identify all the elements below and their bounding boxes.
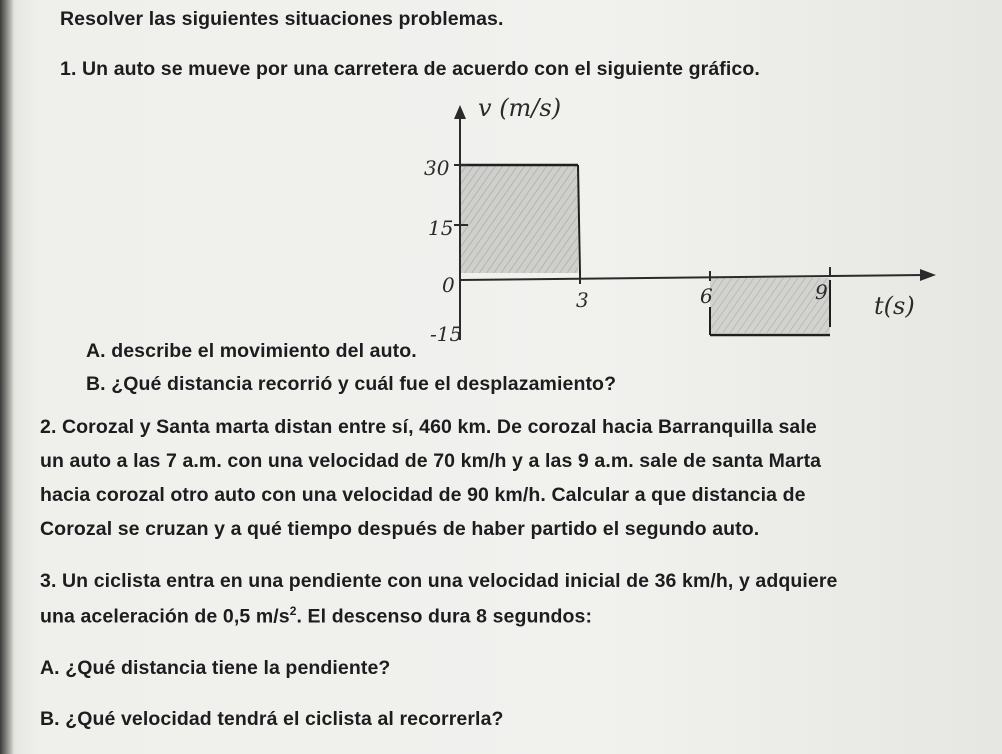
y-tick-label-30: 30 [424, 156, 450, 180]
problem-2-line-1: 2. Corozal y Santa marta distan entre sí, 460 km. De corozal hacia Barranquilla sale [40, 416, 817, 438]
x-axis [460, 275, 925, 280]
problem-3-exponent: 2 [289, 604, 297, 618]
problem-1-question-a: A. describe el movimiento del auto. [86, 340, 417, 362]
problem-1-statement: 1. Un auto se mueve por una carretera de acuerdo con el siguiente gráfico. [60, 58, 760, 80]
x-tick-label-9: 9 [815, 280, 828, 304]
problem-3-question-a: A. ¿Qué distancia tiene la pendiente? [40, 657, 391, 679]
x-tick-label-6: 6 [700, 284, 713, 308]
y-tick-label-0: 0 [442, 273, 455, 297]
problem-1-question-b: B. ¿Qué distancia recorrió y cuál fue el desplazamiento? [86, 373, 617, 395]
y-tick-label-minus15: -15 [430, 322, 463, 346]
y-tick-label-15: 15 [428, 216, 454, 240]
problem-3-line-2 [40, 604, 592, 629]
problem-2-line-2: un auto a las 7 a.m. con una velocidad de 70 km/h y a las 9 a.m. sale de santa Marta [40, 450, 822, 472]
problem-3-question-b: B. ¿Qué velocidad tendrá el ciclista al recorrerla? [40, 708, 504, 730]
x-axis-arrow [920, 269, 936, 281]
problem-3-line-2-suffix: . El descenso dura 8 segundos: [296, 605, 593, 628]
y-axis-arrow [454, 105, 466, 119]
problem-3-line-2-prefix: una aceleración de 0,5 m/s [40, 605, 290, 628]
page-edge-shadow [0, 0, 14, 754]
problem-2-line-3: hacia corozal otro auto con una velocidad de 90 km/h. Calcular a que distancia de [40, 484, 806, 506]
velocity-time-graph [420, 95, 960, 365]
area-positive-segment [460, 165, 578, 273]
segment-drop-at-3 [578, 165, 580, 275]
problem-3-line-1: 3. Un ciclista entra en una pendiente con una velocidad inicial de 36 km/h, y adquiere [40, 570, 838, 592]
x-tick-label-3: 3 [576, 288, 589, 312]
worksheet-heading: Resolver las siguientes situaciones problemas. [60, 8, 504, 30]
area-negative-segment [710, 278, 830, 333]
y-axis-label: v (m/s) [478, 94, 562, 122]
x-axis-label: t(s) [874, 292, 915, 320]
problem-2-line-4: Corozal se cruzan y a qué tiempo después de haber partido el segundo auto. [40, 518, 760, 540]
